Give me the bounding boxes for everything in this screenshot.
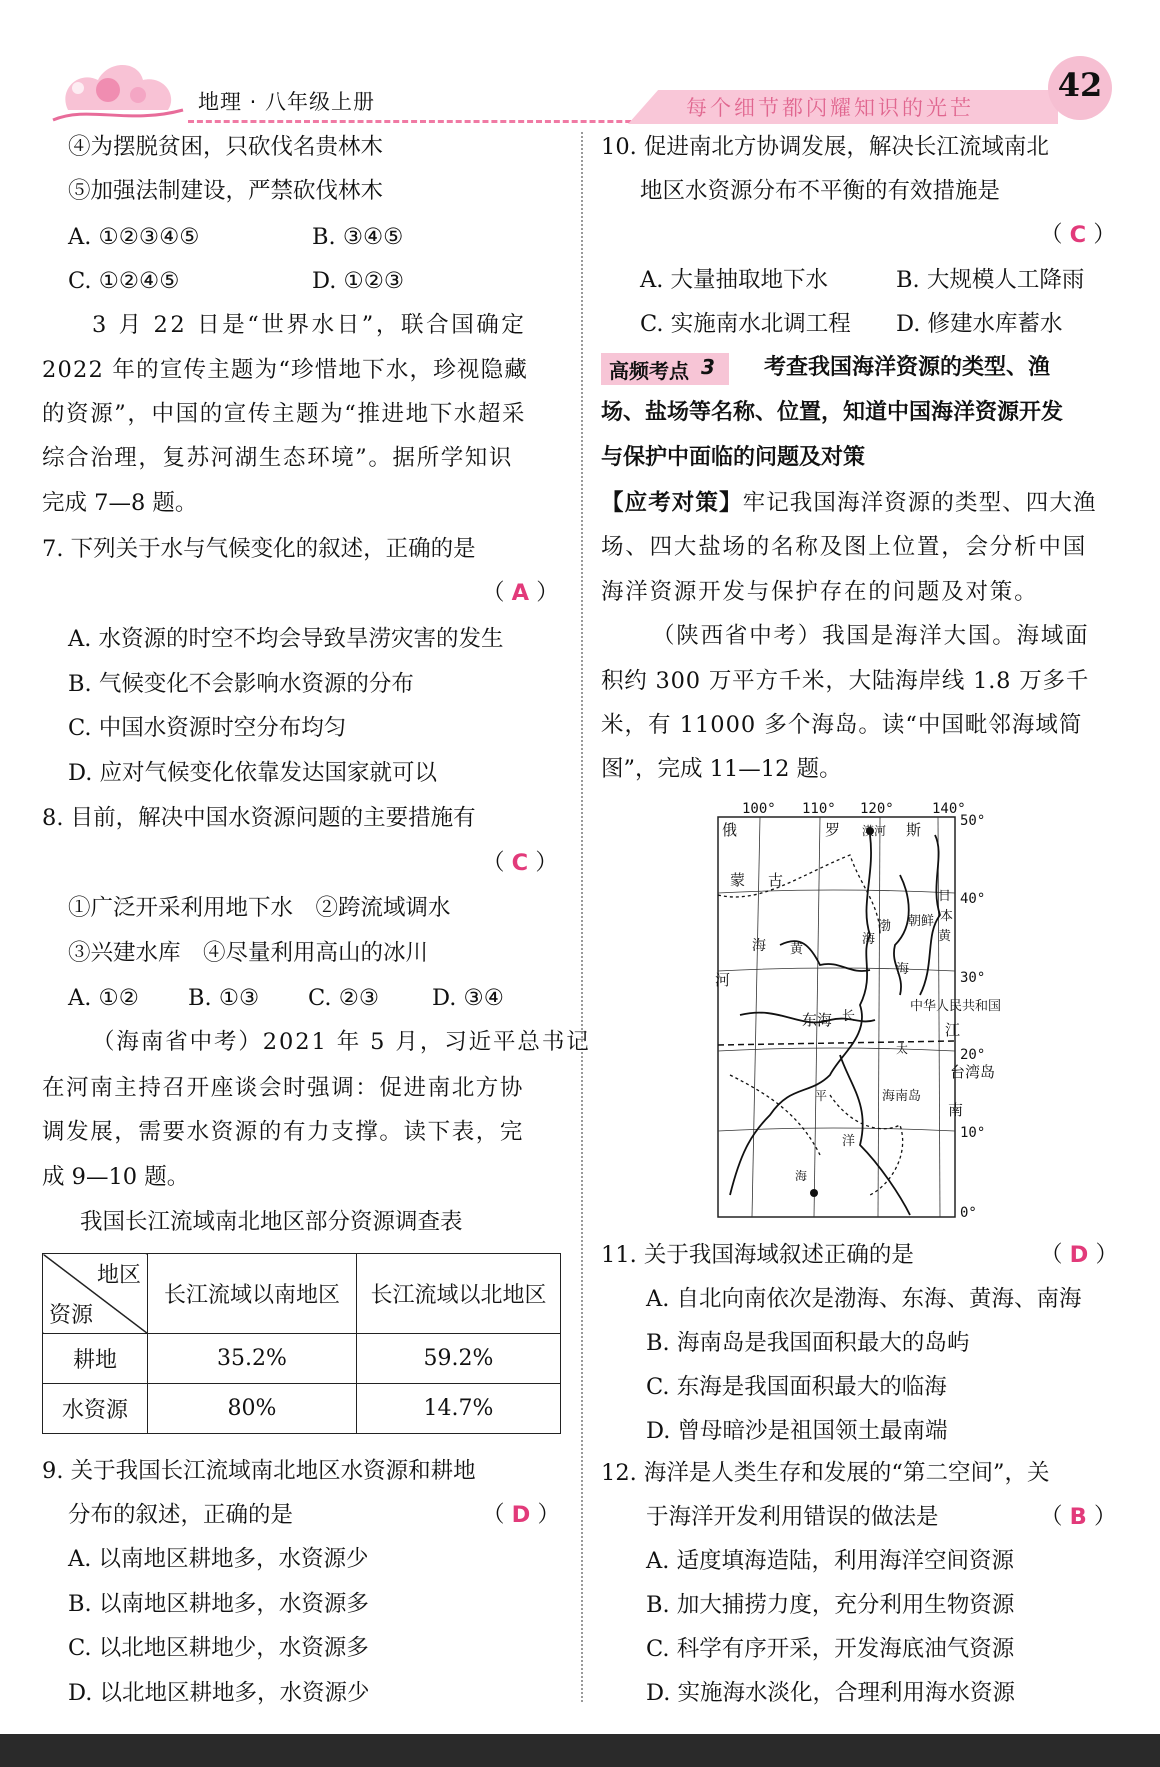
slogan-text: 每个细节都闪耀知识的光芒	[686, 96, 974, 120]
q7-stem: 7. 下列关于水与气候变化的叙述，正确的是	[42, 536, 476, 562]
q7-answer-paren: （ A ）	[482, 580, 559, 606]
q9-stem: 分布的叙述，正确的是	[68, 1502, 294, 1528]
map-label: 长	[842, 1009, 856, 1024]
table-corner-region: 地区	[96, 1263, 141, 1288]
lon-label: 120°	[860, 801, 894, 817]
q8-choice-c: C. ②③	[308, 985, 380, 1011]
q10-stem: 地区水资源分布不平衡的有效措施是	[640, 178, 1001, 204]
lat-label: 10°	[960, 1125, 986, 1141]
table-corner-cell	[43, 1254, 148, 1334]
topic-badge-number: 3	[701, 355, 715, 379]
q12-stem: 于海洋开发利用错误的做法是	[646, 1504, 939, 1530]
map-label: 漠河	[862, 824, 887, 838]
map-label: 俄	[722, 821, 738, 839]
table-row-label: 耕地	[43, 1334, 148, 1384]
q12-choice-d: D. 实施海水淡化，合理利用海水资源	[646, 1680, 1016, 1706]
map-label: 黄	[938, 929, 952, 944]
passage3-line: （陕西省中考）我国是海洋大国。海域面	[652, 623, 1090, 649]
table-cell: 14.7%	[357, 1384, 561, 1434]
q7-answer: A	[511, 580, 530, 606]
q12-stem: 12. 海洋是人类生存和发展的“第二空间”，关	[601, 1460, 1050, 1486]
q9-answer: D	[511, 1502, 531, 1528]
q11-choice-c: C. 东海是我国面积最大的临海	[646, 1374, 947, 1400]
table-row	[43, 1384, 561, 1434]
q10-choice-d: D. 修建水库蓄水	[896, 311, 1063, 337]
map-label: 太	[896, 1042, 909, 1056]
page-number: 42	[1057, 66, 1103, 104]
q8-choice-d: D. ③④	[432, 985, 504, 1011]
q7-choice-c: C. 中国水资源时空分布均匀	[68, 715, 347, 741]
lat-label: 30°	[960, 970, 986, 986]
topic-title: 考查我国海洋资源的类型、渔	[764, 355, 1051, 380]
map-label: 平	[815, 1089, 828, 1103]
q9-choice-c: C. 以北地区耕地少，水资源多	[68, 1635, 369, 1661]
topic-title: 场、盐场等名称、位置，知道中国海洋资源开发	[601, 400, 1064, 425]
zengmu-marker	[810, 1189, 818, 1197]
table-header-north: 长江流域以北地区	[357, 1254, 561, 1334]
page-number-badge	[1048, 56, 1112, 120]
lat-label: 40°	[960, 891, 986, 907]
book-title: 地理 · 八年级上册	[198, 90, 376, 114]
q7-choice-b: B. 气候变化不会影响水资源的分布	[68, 671, 414, 697]
passage1-line: 完成 7—8 题。	[42, 490, 198, 516]
flower-ornament-icon	[48, 50, 188, 126]
q12-choice-c: C. 科学有序开采，开发海底油气资源	[646, 1636, 1015, 1662]
passage2-line: 调发展，需要水资源的有力支撑。读下表，完	[42, 1119, 525, 1145]
q6-choice-b: B. ③④⑤	[312, 224, 404, 250]
strategy-label: 【应考对策】	[601, 490, 743, 516]
q12-answer-paren: （ B ）	[1040, 1504, 1117, 1530]
lon-label: 140°	[932, 801, 966, 817]
lat-label: 20°	[960, 1047, 986, 1063]
q8-option: ①广泛开采利用地下水 ②跨流域调水	[68, 895, 451, 921]
lon-label: 100°	[742, 801, 776, 817]
q8-answer-paren: （ C ）	[482, 850, 558, 876]
map-label: 南	[948, 1101, 964, 1119]
q9-answer-paren: （ D ）	[482, 1502, 560, 1528]
q6-option-5: ⑤加强法制建设，严禁砍伐林木	[68, 178, 384, 204]
map-label: 朝鲜	[908, 914, 935, 929]
q6-choice-a: A. ①②③④⑤	[68, 224, 200, 250]
q11-answer-paren: （ D ）	[1040, 1242, 1118, 1268]
page-header	[38, 50, 598, 126]
map-label: 斯	[906, 821, 922, 839]
q11-choice-d: D. 曾母暗沙是祖国领土最南端	[646, 1418, 948, 1444]
passage3-line: 米，有 11000 多个海岛。读“中国毗邻海域简	[601, 712, 1083, 738]
q9-choice-b: B. 以南地区耕地多，水资源多	[68, 1591, 369, 1617]
window-bottom-band	[0, 1734, 1160, 1767]
table-cell: 35.2%	[148, 1334, 357, 1384]
window-top-band	[0, 0, 1160, 35]
map-label: 本	[940, 909, 954, 924]
q6-option-4: ④为摆脱贫困，只砍伐名贵林木	[68, 134, 384, 160]
passage1-line: 3 月 22 日是“世界水日”，联合国确定	[92, 312, 527, 338]
table-corner-resource: 资源	[49, 1303, 94, 1328]
topic-badge-label: 高频考点	[609, 359, 689, 383]
q10-choice-b: B. 大规模人工降雨	[896, 267, 1085, 293]
passage1-line: 2022 年的宣传主题为“珍惜地下水，珍视隐藏	[42, 357, 529, 383]
q8-option: ③兴建水库 ④尽量利用高山的冰川	[68, 940, 429, 966]
map-label: 江	[945, 1021, 961, 1039]
strategy-text: 牢记我国海洋资源的类型、四大渔	[742, 490, 1097, 516]
q12-answer: B	[1069, 1504, 1087, 1530]
q12-choice-b: B. 加大捕捞力度，充分利用生物资源	[646, 1592, 1015, 1618]
q7-choice-a: A. 水资源的时空不均会导致旱涝灾害的发生	[68, 626, 504, 652]
header-dashed-line	[188, 120, 658, 123]
map-label: 黄	[790, 942, 804, 957]
q9-stem: 9. 关于我国长江流域南北地区水资源和耕地	[42, 1458, 476, 1484]
q11-answer: D	[1069, 1242, 1089, 1268]
map-label: 河	[715, 971, 731, 989]
map-label: 渤	[878, 919, 892, 934]
lat-label: 50°	[960, 813, 986, 829]
q10-choice-a: A. 大量抽取地下水	[640, 267, 829, 293]
map-label: 海	[862, 932, 876, 947]
passage2-line: 成 9—10 题。	[42, 1164, 190, 1190]
map-label: 古	[768, 871, 784, 889]
strategy-line	[601, 488, 1097, 518]
passage1-line: 的资源”，中国的宣传主题为“推进地下水超采	[42, 401, 527, 427]
map-label: 海	[752, 938, 766, 954]
strategy-line: 海洋资源开发与保护存在的问题及对策。	[601, 579, 1039, 605]
table-header-south: 长江流域以南地区	[148, 1254, 357, 1334]
q12-choice-a: A. 适度填海造陆，利用海洋空间资源	[646, 1548, 1015, 1574]
passage3-line: 图”，完成 11—12 题。	[601, 756, 842, 782]
map-label: 日	[938, 889, 952, 904]
q8-stem: 8. 目前，解决中国水资源问题的主要措施有	[42, 805, 476, 831]
passage1-line: 综合治理，复苏河湖生态环境”。据所学知识	[42, 445, 514, 471]
map-label: 蒙	[730, 871, 746, 889]
q9-choice-d: D. 以北地区耕地多，水资源少	[68, 1680, 370, 1706]
china-seas-map	[710, 795, 1000, 1220]
q8-choice-b: B. ①③	[188, 985, 260, 1011]
passage2-line: 在河南主持召开座谈会时强调：促进南北方协	[42, 1075, 525, 1101]
q11-choice-a: A. 自北向南依次是渤海、东海、黄海、南海	[646, 1286, 1082, 1312]
column-divider	[581, 132, 583, 1702]
map-label: 海	[896, 962, 910, 977]
table-cell: 59.2%	[357, 1334, 561, 1384]
topic-badge	[601, 353, 729, 385]
q10-answer-paren: （ C ）	[1040, 222, 1116, 248]
map-label: 中华人民共和国	[910, 999, 1000, 1014]
passage2-line: （海南省中考）2021 年 5 月，习近平总书记	[92, 1029, 591, 1055]
q6-choice-d: D. ①②③	[312, 268, 405, 294]
map-label: 东海	[802, 1011, 833, 1029]
strategy-line: 场、四大盐场的名称及图上位置，会分析中国	[601, 534, 1088, 560]
map-label: 罗	[825, 821, 841, 839]
table-caption: 我国长江流域南北地区部分资源调查表	[80, 1209, 463, 1235]
table-cell: 80%	[148, 1384, 357, 1434]
q8-choice-a: A. ①②	[68, 985, 139, 1011]
q11-stem: 11. 关于我国海域叙述正确的是	[601, 1242, 914, 1268]
q9-choice-a: A. 以南地区耕地多，水资源少	[68, 1546, 369, 1572]
map-label: 洋	[842, 1134, 856, 1149]
q10-choice-c: C. 实施南水北调工程	[640, 311, 851, 337]
lon-label: 110°	[802, 801, 836, 817]
map-label: 海南岛	[882, 1089, 922, 1104]
q6-choice-c: C. ①②④⑤	[68, 268, 180, 294]
resource-table	[42, 1253, 561, 1434]
topic-title: 与保护中面临的问题及对策	[601, 445, 866, 470]
table-row	[43, 1334, 561, 1384]
map-label: 台湾岛	[950, 1063, 996, 1081]
q11-choice-b: B. 海南岛是我国面积最大的岛屿	[646, 1330, 970, 1356]
q8-answer: C	[511, 850, 529, 876]
table-row-label: 水资源	[43, 1384, 148, 1434]
lat-label: 0°	[960, 1205, 977, 1220]
q7-choice-d: D. 应对气候变化依靠发达国家就可以	[68, 760, 438, 786]
q10-stem: 10. 促进南北方协调发展，解决长江流域南北	[601, 134, 1049, 160]
q10-answer: C	[1069, 222, 1087, 248]
map-label: 海	[795, 1169, 808, 1183]
passage3-line: 积约 300 万平方千米，大陆海岸线 1.8 万多千	[601, 668, 1090, 694]
map-svg	[710, 795, 1000, 1220]
